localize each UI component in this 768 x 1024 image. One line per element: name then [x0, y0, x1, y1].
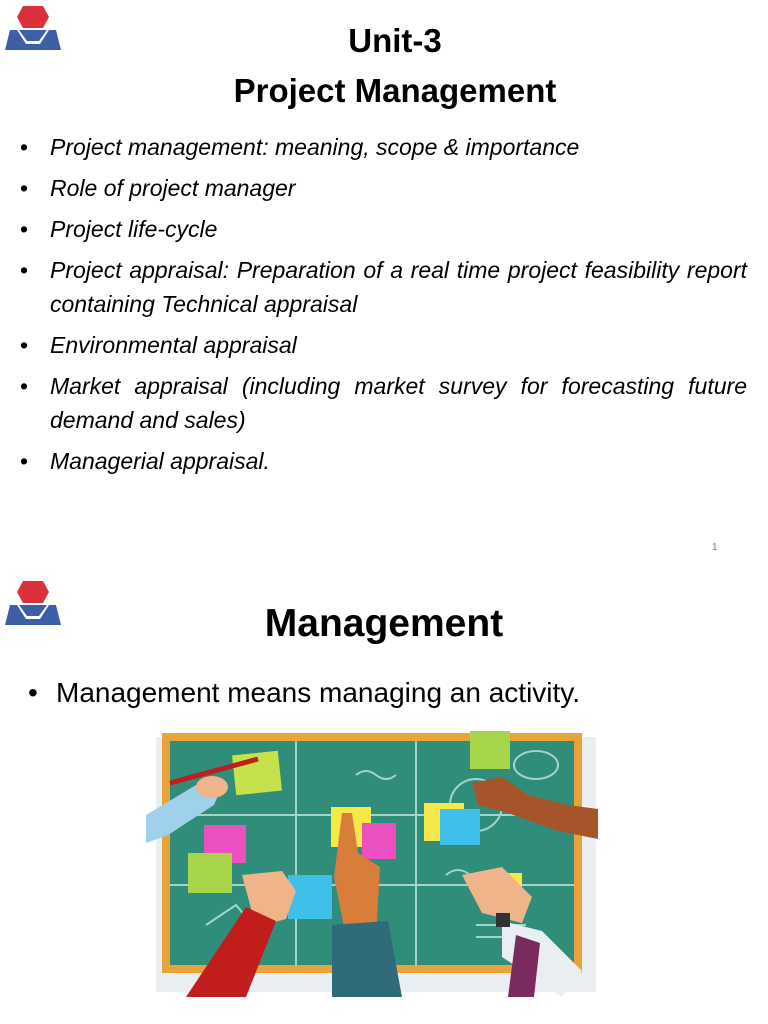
bullet-icon: • — [28, 677, 38, 708]
slide-title — [0, 16, 768, 116]
title-line-topic: Project Management — [233, 72, 557, 109]
list-item: • Management means managing an activity. — [28, 673, 748, 713]
list-item: • Managerial appraisal. — [20, 444, 747, 478]
bullet-icon: • — [20, 373, 29, 399]
slide-2 — [0, 565, 768, 1024]
slide-title: Management — [264, 602, 504, 645]
bullet-icon: • — [20, 216, 29, 242]
planning-board-illustration — [146, 725, 598, 997]
bullet-icon: • — [20, 332, 29, 358]
list-item: • Environmental appraisal — [20, 328, 747, 362]
list-item: • Role of project manager — [20, 171, 747, 205]
title-line-unit: Unit-3 — [348, 22, 442, 59]
list-item: • Project management: meaning, scope & importance — [20, 130, 747, 164]
bullet-icon: • — [20, 257, 29, 283]
bullet-icon: • — [20, 175, 29, 201]
page-number: 1 — [712, 542, 718, 553]
list-item: • Project appraisal: Preparation of a real time project feasibility report containing Technical appraisal — [20, 253, 747, 321]
topic-list — [20, 130, 747, 485]
bullet-icon: • — [20, 448, 29, 474]
bullet-icon: • — [20, 134, 29, 160]
list-item: • Project life-cycle — [20, 212, 747, 246]
list-item: • Market appraisal (including market survey for forecasting future demand and sales) — [20, 369, 747, 437]
